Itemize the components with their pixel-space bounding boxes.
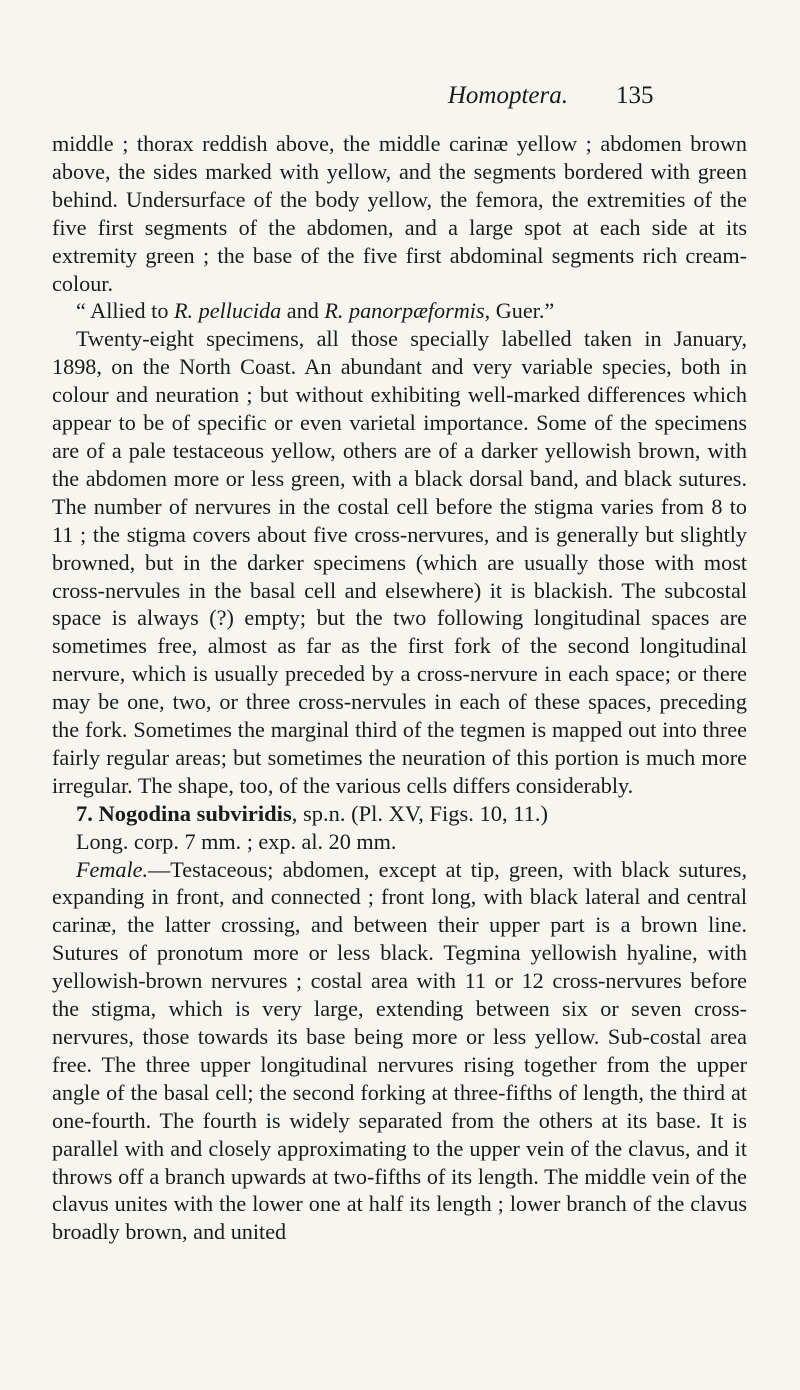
female-label: Female. [76,856,149,882]
page-header [0,82,800,122]
running-head: Homoptera. [447,82,568,109]
species-title: Nogodina subviridis [98,800,292,826]
page-body [52,130,747,1246]
specimens-paragraph: Twenty-eight specimens, all those specially labelled taken in January, 1898, on the North Coast. An abundant and very variable species, both in colour and neuration ; but without exhibiting well-marked differences which appear to be of specific or even varietal importance. Some of the specimens are of a pale testaceous yellow, others are of a darker yellowish brown, with the abdomen more or less green, with a black dorsal band, and black sutures. The number of nervures in the costal cell before the stigma varies from 8 to 11 ; the stigma covers about five cross-nervures, and is generally but slightly browned, but in the darker specimens (which are usually those with most cross-nervules in the basal cell and elsewhere) it is blackish. The subcostal space is always (?) empty; but the two following longitudinal spaces are sometimes free, almost as far as the first fork of the second longitudinal nervure, which is usually preceded by a cross-nervure in each space; or there may be one, two, or three cross-nervules in each of these spaces, preceding the fork. Sometimes the marginal third of the tegmen is mapped out into three fairly regular areas; but sometimes the neuration of this portion is much more irregular. The shape, too, of the various cells differs considerably. [52,326,747,798]
species-heading [52,800,747,828]
quote-and: and [281,298,325,324]
species-reference: , sp.n. (Pl. XV, Figs. 10, 11.) [291,800,548,826]
page-number: 135 [616,82,654,109]
quote-open: “ Allied to [76,298,174,324]
measurements-line: Long. corp. 7 mm. ; exp. al. 20 mm. [76,828,397,854]
quotation-paragraph [52,297,747,325]
species-name-panorpaeformis: R. panorpæformis [324,298,485,324]
female-description [52,856,747,1247]
female-text: —Testaceous; abdomen, except at tip, green, with black sutures, expanding in front, and connected ; front long, with black lateral and central carinæ, the latter crossing, and between their upper part is a brown line. Sutures of pronotum more or less black. Tegmina yellowish hyaline, with yellowish-brown nervures ; costal area with 11 or 12 cross-nervures before the stigma, which is very large, extending between six or seven cross-nervures, those towards its base being more or less yellow. Sub-costal area free. The three upper longitudinal nervures rising together from the upper angle of the basal cell; the second forking at three-fifths of length, the third at one-fourth. The fourth is widely separated from the others at its base. It is parallel with and closely approximating to the upper vein of the clavus, and it throws off a branch upwards at two-fifths of its length. The middle vein of the clavus unites with the lower one at half its length ; lower branch of the clavus broadly brown, and united [52,856,747,1245]
species-number: 7. [76,800,93,826]
quote-close: , Guer.” [484,298,555,324]
paragraph-continuation: middle ; thorax reddish above, the middle carinæ yellow ; abdomen brown above, the sides marked with yellow, and the segments bordered with green behind. Undersurface of the body yellow, the femora, the extremities of the five first segments of the abdomen, and a large spot at each side at its extremity green ; the base of the five first abdominal segments rich cream-colour. [52,131,747,296]
species-name-pellucida: R. pellucida [173,298,282,324]
